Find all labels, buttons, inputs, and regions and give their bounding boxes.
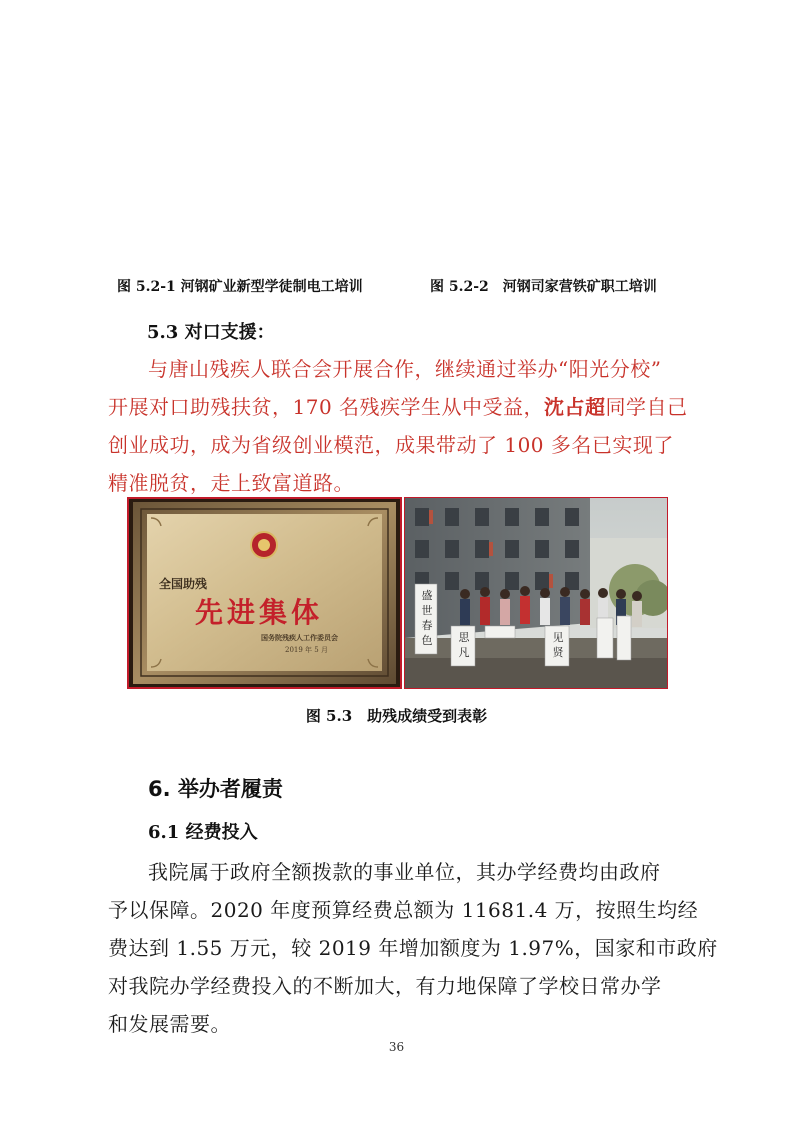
plaque-date: 2019 年 5 月: [285, 646, 328, 654]
figure-caption-5-2-2: 图 5.2-2 河钢司家营铁矿职工培训: [430, 279, 657, 295]
calligraphy-banner-3: 见 贤: [552, 631, 564, 659]
paragraph-line: 与唐山残疾人联合会开展合作，继续通过举办“阳光分校”: [148, 357, 662, 381]
highlight-name: 沈占超: [544, 395, 606, 419]
section-heading-5-3: 5.3 对口支援：: [147, 322, 275, 343]
paragraph-line: 对我院办学经费投入的不断加大，有力地保障了学校日常办学: [108, 974, 662, 998]
paragraph-line: 创业成功，成为省级创业模范，成果带动了 100 多名已实现了: [108, 433, 674, 457]
plaque-line-1: 全国助残: [159, 577, 208, 591]
paragraph-line: 费达到 1.55 万元，较 2019 年增加额度为 1.97%，国家和市政府: [108, 936, 718, 960]
section-heading-6: 6. 举办者履责: [148, 777, 283, 801]
page-number: 36: [388, 1040, 405, 1054]
section-heading-6-1: 6.1 经费投入: [148, 822, 258, 843]
paragraph-line: 我院属于政府全额拨款的事业单位，其办学经费均由政府: [148, 860, 661, 884]
award-plaque-photo: [127, 497, 402, 689]
section-6-1-paragraph: [108, 853, 718, 1043]
calligraphy-banner-2: 思 凡: [458, 631, 470, 659]
section-5-3-paragraph: [108, 350, 693, 502]
figure-caption-5-2-1: 图 5.2-1 河钢矿业新型学徒制电工培训: [117, 279, 363, 295]
paragraph-line: 和发展需要。: [108, 1012, 231, 1036]
group-photo: [404, 497, 668, 689]
plaque-title: 先进集体: [195, 596, 324, 629]
plaque-issuer: 国务院残疾人工作委员会: [261, 633, 338, 642]
paragraph-line: 予以保障。2020 年度预算经费总额为 11681.4 万，按照生均经: [108, 898, 699, 922]
figure-caption-5-3: 图 5.3 助残成绩受到表彰: [305, 707, 488, 725]
paragraph-line: 精准脱贫，走上致富道路。: [108, 471, 354, 495]
calligraphy-banner-1: 盛 世 春 色: [421, 589, 433, 647]
paragraph-line: 开展对口助残扶贫，170 名残疾学生从中受益，沈占超同学自己: [108, 395, 688, 419]
